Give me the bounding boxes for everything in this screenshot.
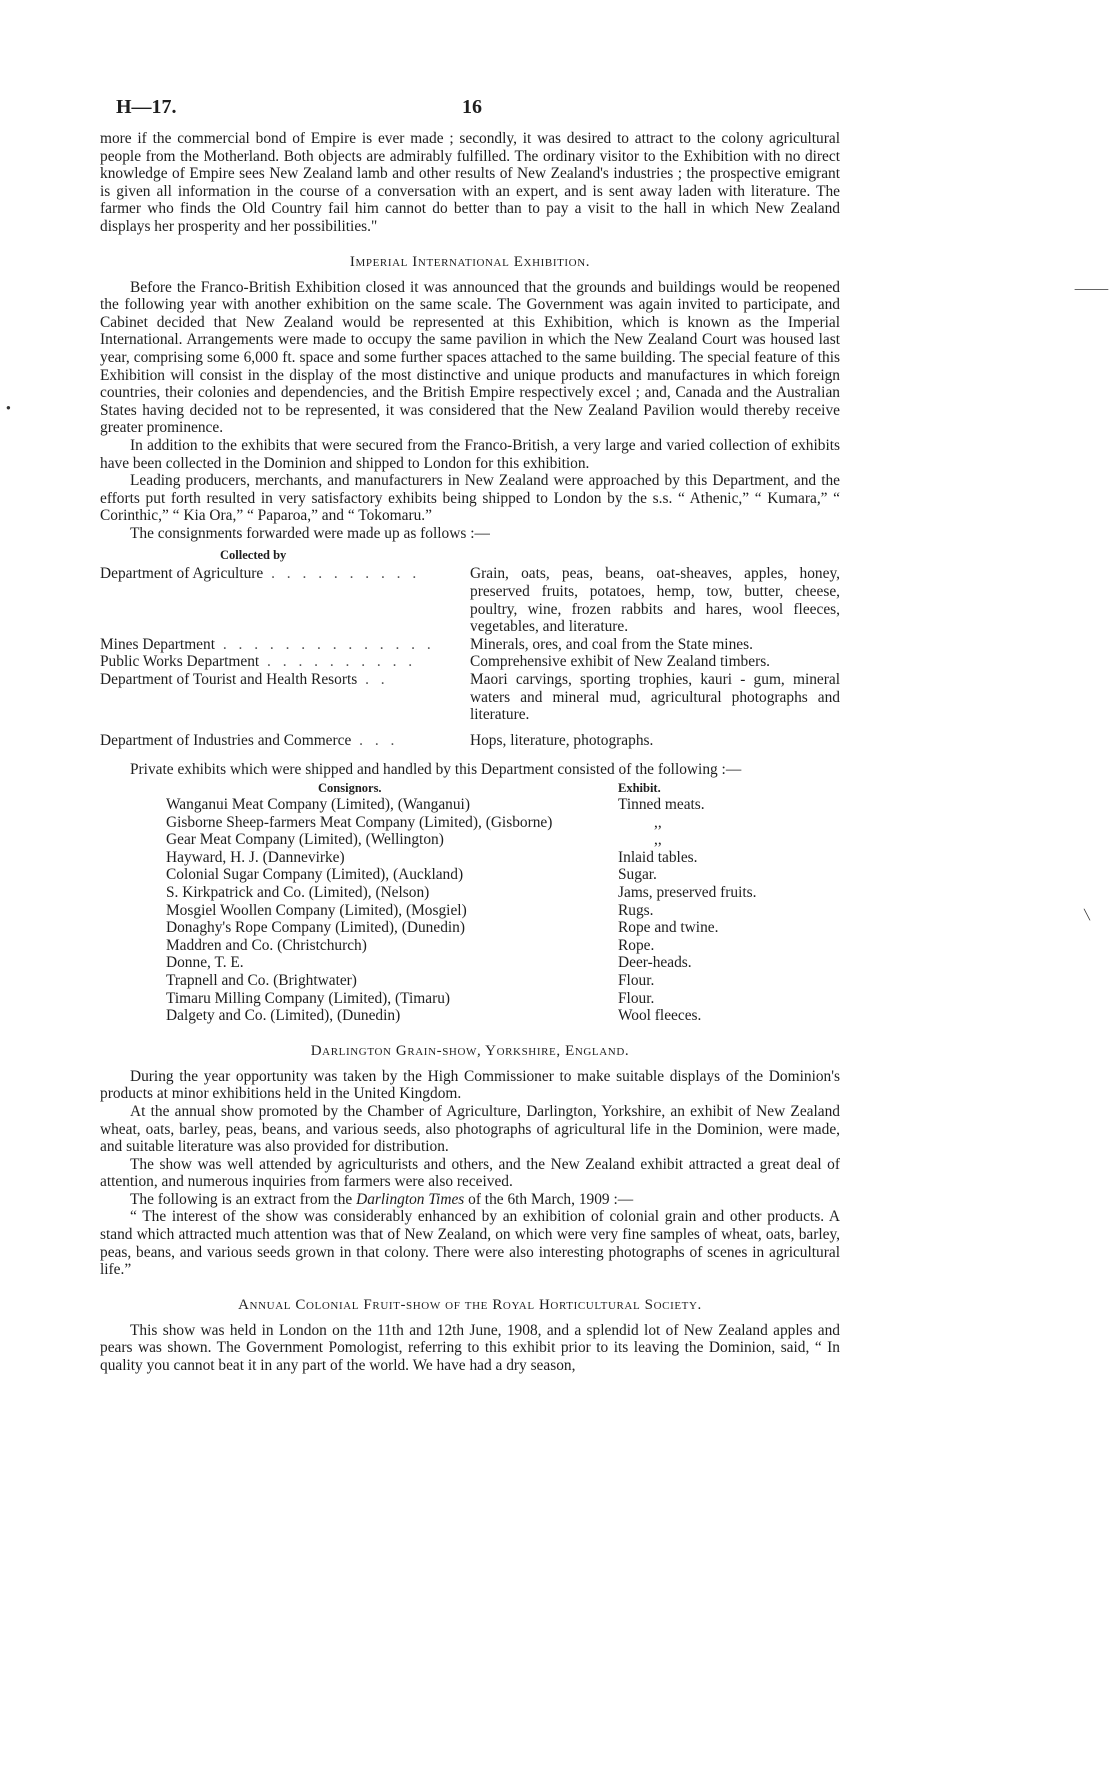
consignor-name: S. Kirkpatrick and Co. (Limited), (Nelson) — [166, 883, 430, 901]
consignor-name: Donne, T. E. — [166, 954, 244, 972]
document-page — [100, 90, 840, 1375]
imperial-heading: Imperial International Exhibition. — [349, 253, 591, 270]
department-row: Department of Agriculture . . . . . . . . . . Grain, oats, peas, beans, oat-sheaves, apples, honey, preserved fruits, potatoes, hemp, tow, butter, cheese, poultry, wine, frozen rabbits and hares, wool fleeces, vegetables, and literature. — [100, 565, 840, 636]
department-row: Department of Tourist and Health Resorts . . Maori carvings, sporting trophies, kauri - gum, mineral waters and mineral mud, agricultural photographs and literature. — [100, 671, 840, 724]
darlington-heading: Darlington Grain-show, Yorkshire, England. — [310, 1042, 630, 1059]
darlington-paragraph-3: The show was well attended by agriculturists and others, and the New Zealand exhibit attracted a great deal of attention, and numerous inquiries from farmers were also received. — [100, 1155, 840, 1191]
consignor-row — [166, 954, 840, 972]
consignor-exhibit: Rope. — [618, 936, 655, 954]
imperial-paragraph-4: The consignments forwarded were made up as follows :— — [130, 524, 490, 542]
consignor-exhibit: ,, — [654, 831, 662, 849]
consignor-name: Wanganui Meat Company (Limited), (Wanganui) — [166, 796, 470, 813]
consignor-name: Gear Meat Company (Limited), (Wellington) — [166, 831, 444, 849]
consignor-exhibit: Flour. — [618, 971, 655, 989]
department-name: Department of Tourist and Health Resorts — [100, 671, 358, 689]
collected-by-label: Collected by — [220, 548, 287, 563]
consignor-exhibit: ,, — [654, 813, 662, 831]
consignor-row — [166, 866, 840, 884]
private-exhibits-intro: Private exhibits which were shipped and handled by this Department consisted of the following :— — [130, 761, 742, 779]
page-header — [100, 90, 840, 130]
consignor-row — [166, 884, 840, 902]
darlington-quote: “ The interest of the show was considerably enhanced by an exhibition of colonial grain and other products. A stand which attracted much attention was that of New Zealand, on which were very fine samples of wheat, oats, barley, peas, beans, and various seeds grown in that colony. There were also interesting photographs of scenes in agricultural life.” — [100, 1208, 840, 1279]
consignor-name: Dalgety and Co. (Limited), (Dunedin) — [166, 1007, 401, 1025]
imperial-paragraph-1: Before the Franco-British Exhibition closed it was announced that the grounds and buildings would be reopened the following year with another exhibition on the same scale. The Government was again invited to participate, and Cabinet decided that New Zealand would be represented at this Exhibition, which is known as the Imperial International. Arrangements were made to occupy the same pavilion in which the New Zealand Court was housed last year, comprising some 6,000 ft. space and some further spaces attached to the same building. The special feature of this Exhibition will consist in the display of the most distinctive and unique products and manufactures in which foreign countries, their colonies and dependencies, and the British Empire respectively excel ; and, Canada and the Australian States having decided not to be represented, it was considered that the New Zealand Pavilion would thereby receive greater prominence. — [100, 278, 840, 437]
department-items: Comprehensive exhibit of New Zealand timbers. — [470, 653, 771, 671]
department-items: Minerals, ores, and coal from the State mines. — [470, 635, 753, 653]
consignors-header — [100, 781, 840, 796]
consignor-row — [166, 796, 840, 814]
consignor-row — [166, 972, 840, 990]
consignor-row — [166, 1007, 840, 1025]
margin-mark: ╲ — [1084, 910, 1091, 921]
department-items: Hops, literature, photographs. — [470, 731, 654, 749]
consignor-name: Trapnell and Co. (Brightwater) — [166, 971, 357, 989]
document-reference: H—17. — [116, 96, 177, 118]
consignor-exhibit: Sugar. — [618, 866, 657, 884]
consignors-list — [100, 796, 840, 1025]
consignor-name: Gisborne Sheep-farmers Meat Company (Limited), (Gisborne) — [166, 813, 553, 831]
intro-paragraph: more if the commercial bond of Empire is ever made ; secondly, it was desired to attract to the colony agricultural people from the Motherland. Both objects are admirably fulfilled. The ordinary visitor to the Exhibition with no direct knowledge of Empire sees New Zealand lamb and other results of New Zealand's industries ; the prospective emigrant is given all information in the course of a conversation with an expert, and is sent away laden with literature. The farmer who finds the Old Country fail him cannot do better than to pay a visit to the hall in which New Zealand displays her prosperity and her possibilities." — [100, 130, 840, 235]
consignor-exhibit: Rugs. — [618, 901, 654, 919]
consignor-row — [166, 990, 840, 1008]
consignor-name: Maddren and Co. (Christchurch) — [166, 936, 367, 954]
department-name: Mines Department — [100, 635, 215, 653]
fruit-show-heading: Annual Colonial Fruit-show of the Royal Horticultural Society. — [238, 1296, 702, 1313]
consignor-row — [166, 937, 840, 955]
consignor-exhibit: Flour. — [618, 989, 655, 1007]
exhibit-column-label: Exhibit. — [618, 781, 661, 795]
consignor-row — [166, 919, 840, 937]
department-row: Department of Industries and Commerce . . . Hops, literature, photographs. — [100, 732, 840, 750]
consignor-row — [166, 849, 840, 867]
consignor-exhibit: Tinned meats. — [618, 796, 705, 813]
department-name: Department of Industries and Commerce — [100, 731, 352, 749]
department-row: Public Works Department . . . . . . . . . . Comprehensive exhibit of New Zealand timbers. — [100, 653, 840, 671]
consignor-exhibit: Inlaid tables. — [618, 848, 698, 866]
consignor-row — [166, 902, 840, 920]
department-row: Mines Department . . . . . . . . . . . . . . Minerals, ores, and coal from the State mines. — [100, 636, 840, 654]
margin-mark: ⸻ — [1074, 282, 1109, 297]
consignor-row — [166, 814, 840, 832]
department-name: Public Works Department — [100, 653, 260, 671]
consignor-row — [166, 831, 840, 849]
consignors-column-label: Consignors. — [318, 781, 382, 795]
consignor-exhibit: Jams, preserved fruits. — [618, 883, 757, 901]
consignor-name: Mosgiel Woollen Company (Limited), (Mosgiel) — [166, 901, 467, 919]
darlington-paragraph-1: During the year opportunity was taken by the High Commissioner to make suitable displays of the Dominion's products at minor exhibitions held in the United Kingdom. — [100, 1067, 840, 1103]
consignor-name: Timaru Milling Company (Limited), (Timaru) — [166, 989, 451, 1007]
fruit-show-paragraph-1: This show was held in London on the 11th and 12th June, 1908, and a splendid lot of New Zealand apples and pears was shown. The Government Pomologist, referring to this exhibit prior to its leaving the Dominion, said, “ In quality you cannot beat it in any part of the world. We have had a dry season, — [100, 1321, 840, 1375]
imperial-paragraph-3: Leading producers, merchants, and manufacturers in New Zealand were approached by this Department, and the efforts put forth resulted in very satisfactory exhibits being shipped to London by the s.s. “ Athenic,” “ Kumara,” “ Corinthic,” “ Kia Ora,” “ Paparoa,” and “ Tokomaru.” — [100, 472, 840, 525]
darlington-paragraph-4: The following is an extract from the Darlington Times of the 6th March, 1909 :— — [130, 1190, 634, 1208]
consignor-name: Hayward, H. J. (Dannevirke) — [166, 848, 345, 866]
imperial-paragraph-2: In addition to the exhibits that were secured from the Franco-British, a very large and varied collection of exhibits have been collected in the Dominion and shipped to London for this exhibition. — [100, 436, 840, 472]
department-list — [100, 565, 840, 749]
consignor-exhibit: Deer-heads. — [618, 954, 692, 972]
department-items: Grain, oats, peas, beans, oat-sheaves, apples, honey, preserved fruits, potatoes, hemp, tow, butter, cheese, poultry, wine, frozen rabbits and hares, wool fleeces, vegetables, and literature. — [470, 565, 840, 636]
consignor-exhibit: Rope and twine. — [618, 919, 719, 937]
department-items: Maori carvings, sporting trophies, kauri - gum, mineral waters and mineral mud, agricultural photographs and literature. — [470, 671, 840, 724]
consignor-name: Donaghy's Rope Company (Limited), (Dunedin) — [166, 919, 465, 937]
darlington-paragraph-2: At the annual show promoted by the Chamber of Agriculture, Darlington, Yorkshire, an exhibit of New Zealand wheat, oats, barley, peas, beans, and various seeds, also photographs of agricultural life in the Dominion, were made, and suitable literature was also provided for distribution. — [100, 1102, 840, 1156]
consignor-exhibit: Wool fleeces. — [618, 1007, 702, 1025]
consignor-name: Colonial Sugar Company (Limited), (Auckland) — [166, 866, 464, 884]
page-number: 16 — [462, 96, 482, 118]
department-name: Department of Agriculture — [100, 565, 264, 583]
margin-mark: ● — [6, 403, 11, 412]
